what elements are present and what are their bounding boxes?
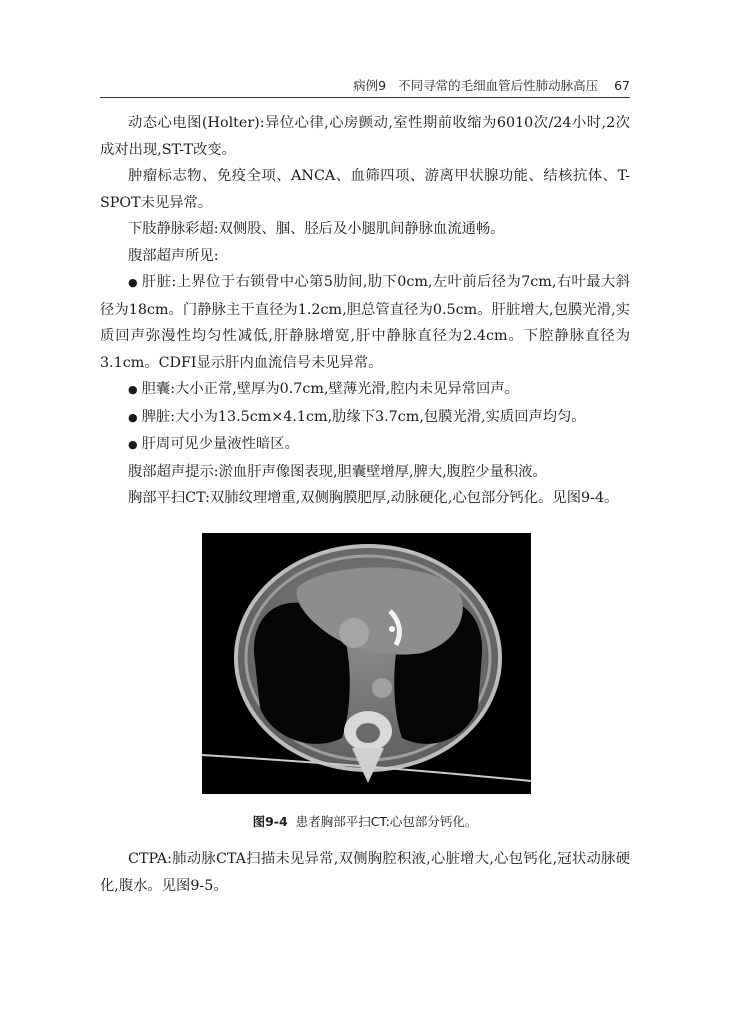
bullet-text: 脾脏:大小为13.5cm×4.1cm,肋缘下3.7cm,包膜光滑,实质回声均匀。 — [141, 408, 586, 425]
bullet-perihepatic — [100, 431, 630, 459]
header-title: 不同寻常的毛细血管后性肺动脉高压 — [398, 78, 599, 93]
figure-caption — [100, 812, 630, 830]
paragraph-chest-ct: 胸部平扫CT:双肺纹理增重,双侧胸膜肥厚,动脉硬化,心包部分钙化。见图9-4。 — [128, 490, 619, 506]
paragraph-tumor-markers: 肿瘤标志物、免疫全项、ANCA、血筛四项、游离甲状腺功能、结核抗体、T-SPOT未见异常。 — [100, 168, 630, 211]
figure-number: 图9-4 — [252, 814, 288, 829]
bullet-spleen — [100, 404, 630, 432]
bullet-text: 胆囊:大小正常,壁厚为0.7cm,壁薄光滑,腔内未见异常回声。 — [141, 381, 519, 397]
bullet-liver — [100, 269, 630, 376]
bullet-gallbladder — [100, 376, 630, 404]
paragraph-ctpa: CTPA:肺动脉CTA扫描未见异常,双侧胸腔积液,心脏增大,心包钙化,冠状动脉硬化,腹水。见图9-5。 — [100, 851, 630, 894]
paragraph-venous-ultrasound: 下肢静脉彩超:双侧股、腘、胫后及小腿肌间静脉血流通畅。 — [128, 221, 505, 237]
header-rule — [100, 97, 630, 98]
ct-scan-image — [202, 533, 531, 794]
paragraph-ultrasound-conclusion: 腹部超声提示:淤血肝声像图表现,胆囊壁增厚,脾大,腹腔少量积液。 — [128, 463, 547, 480]
running-header — [100, 76, 630, 94]
paragraph-abdominal-heading: 腹部超声所见: — [128, 247, 219, 264]
bullet-text: 肝脏:上界位于右锁骨中心第5肋间,肋下0cm,左叶前后径为7cm,右叶最大斜径为18cm。门静脉主干直径为1.2cm,胆总管直径为0.5cm。肝脏增大,包膜光滑,实质回声弥漫性均匀性减低,肝静脉增宽,肝中静脉直径为2.4cm。下腔静脉直径为3.1cm。CDFI显示肝内血流信号未见异常。 — [100, 274, 630, 371]
paragraph-holter: 动态心电图(Holter):异位心律,心房颤动,室性期前收缩为6010次/24小时,2次成对出现,ST-T改变。 — [100, 115, 630, 158]
closing-text — [100, 846, 630, 899]
bullet-icon: ● — [128, 276, 139, 289]
bullet-icon: ● — [128, 410, 138, 424]
bullet-text: 肝周可见少量液性暗区。 — [141, 436, 299, 452]
bullet-icon: ● — [128, 438, 138, 451]
bullet-icon: ● — [128, 383, 138, 396]
figure-caption-text: 患者胸部平扫CT:心包部分钙化。 — [295, 814, 478, 829]
page-number: 67 — [614, 78, 630, 93]
header-chapter: 病例9 — [353, 78, 387, 93]
main-text — [100, 110, 630, 512]
